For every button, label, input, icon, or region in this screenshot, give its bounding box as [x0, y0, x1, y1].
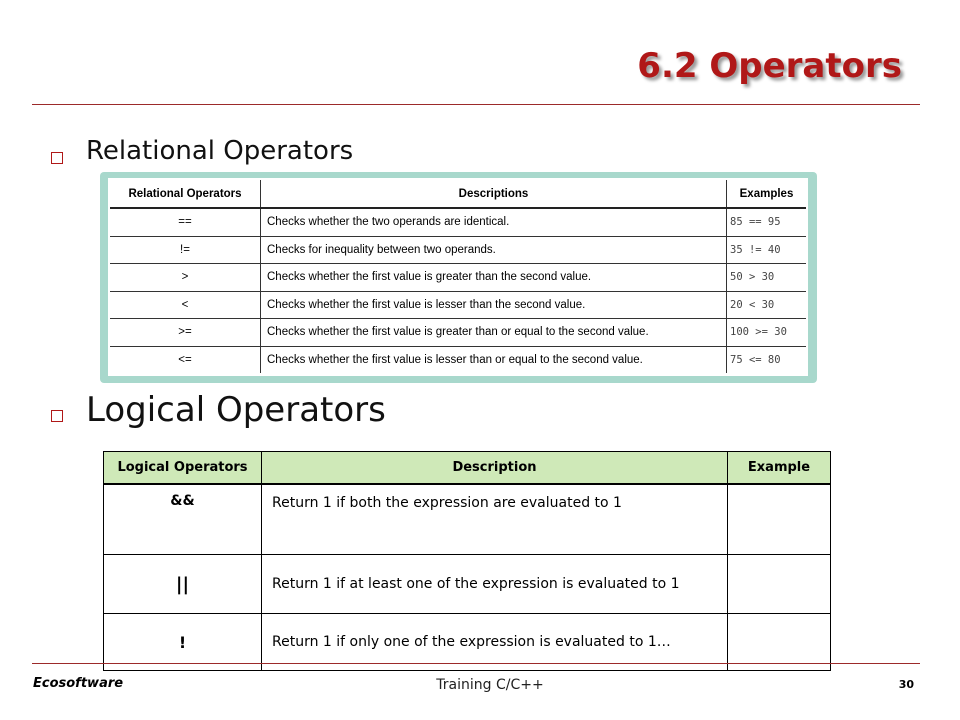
footer-company: Ecosoftware	[33, 676, 124, 691]
description-cell: Checks for inequality between two operands.	[261, 236, 727, 264]
table-row	[110, 319, 806, 347]
operator-cell: >	[110, 264, 261, 292]
relational-table	[110, 180, 806, 373]
example-cell: 50 > 30	[727, 264, 807, 292]
table-row	[104, 484, 831, 555]
column-header: Logical Operators	[104, 452, 262, 485]
column-header: Description	[262, 452, 728, 485]
operator-cell: !=	[110, 236, 261, 264]
table-row	[104, 555, 831, 614]
footer-course: Training C/C++	[436, 677, 544, 693]
column-header: Descriptions	[261, 180, 727, 208]
table-header-row	[104, 452, 831, 485]
slide-title: 6.2 Operators	[637, 46, 902, 86]
logical-heading: Logical Operators	[86, 390, 386, 430]
description-cell: Return 1 if only one of the expression is evaluated to 1…	[262, 614, 728, 671]
table-row	[110, 346, 806, 373]
table-row	[110, 264, 806, 292]
description-cell: Checks whether the first value is greater than or equal to the second value.	[261, 319, 727, 347]
table-row	[104, 614, 831, 671]
example-cell	[728, 614, 831, 671]
operator-cell: <	[110, 291, 261, 319]
table-row	[110, 291, 806, 319]
bullet-icon	[51, 410, 63, 422]
column-header: Example	[728, 452, 831, 485]
description-cell: Checks whether the two operands are identical.	[261, 208, 727, 236]
title-divider	[32, 104, 920, 105]
table-header-row	[110, 180, 806, 208]
operator-cell: ||	[104, 555, 262, 614]
bullet-icon	[51, 152, 63, 164]
description-cell: Return 1 if both the expression are evaluated to 1	[262, 484, 728, 555]
example-cell	[728, 484, 831, 555]
logical-table	[103, 451, 831, 671]
relational-table-frame	[100, 172, 817, 383]
description-cell: Checks whether the first value is lesser than the second value.	[261, 291, 727, 319]
table-row	[110, 236, 806, 264]
example-cell: 100 >= 30	[727, 319, 807, 347]
description-cell: Checks whether the first value is greater than the second value.	[261, 264, 727, 292]
operator-cell: <=	[178, 353, 192, 366]
footer-divider	[32, 663, 920, 664]
table-row	[110, 208, 806, 236]
column-header: Relational Operators	[110, 180, 261, 208]
operator-cell: ==	[110, 208, 261, 236]
description-cell: Return 1 if at least one of the expression is evaluated to 1	[262, 555, 728, 614]
column-header: Examples	[727, 180, 807, 208]
page-number: 30	[898, 678, 914, 691]
relational-table-panel	[108, 178, 808, 376]
operator-cell: &&	[104, 484, 262, 555]
example-cell: 35 != 40	[727, 236, 807, 264]
example-cell: 20 < 30	[727, 291, 807, 319]
example-cell: 85 == 95	[727, 208, 807, 236]
operator-cell: >=	[110, 319, 261, 347]
description-cell: Checks whether the first value is lesser than or equal to the second value.	[261, 346, 727, 373]
relational-heading: Relational Operators	[86, 136, 354, 166]
example-cell	[728, 555, 831, 614]
example-cell: 75 <= 80	[727, 346, 807, 373]
operator-cell: !	[104, 614, 262, 671]
